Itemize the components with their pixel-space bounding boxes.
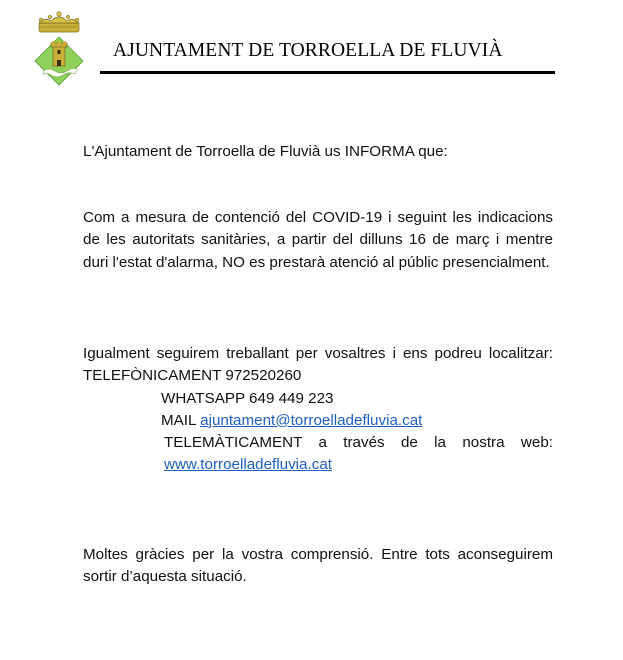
coat-of-arms-icon bbox=[33, 9, 85, 87]
contact-lead-text: Igualment seguirem treballant per vosaltres i ens podreu localitzar: TELEFÒNICAMENT 972520260 bbox=[83, 345, 553, 385]
header-divider bbox=[100, 71, 555, 74]
web-line bbox=[83, 454, 553, 476]
intro-text: L'Ajuntament de Torroella de Fluvià us INFORMA que: bbox=[83, 143, 448, 160]
mail-label: MAIL bbox=[161, 411, 196, 429]
closing-paragraph: Moltes gràcies per la vostra comprensió. Entre tots aconseguirem sortir d’aquesta situació. bbox=[83, 546, 553, 586]
mail-line bbox=[83, 410, 553, 432]
contact-section bbox=[83, 343, 553, 477]
email-link[interactable]: ajuntament@torroelladefluvia.cat bbox=[200, 411, 423, 429]
web-label: TELEMÀTICAMENT a través de la nostra web: bbox=[164, 434, 553, 452]
website-link[interactable]: www.torroelladefluvia.cat bbox=[164, 456, 332, 474]
covid-notice-paragraph: Com a mesura de contenció del COVID-19 i seguint les indicacions de les autoritats sanitàries, a partir del dilluns 16 de març i mentre duri l'estat d'alarma, NO es prestarà atenció al públic presencialment. bbox=[83, 209, 553, 271]
whatsapp-text: WHATSAPP 649 449 223 bbox=[161, 389, 334, 407]
page-title: AJUNTAMENT DE TORROELLA DE FLUVIÀ bbox=[113, 40, 503, 61]
